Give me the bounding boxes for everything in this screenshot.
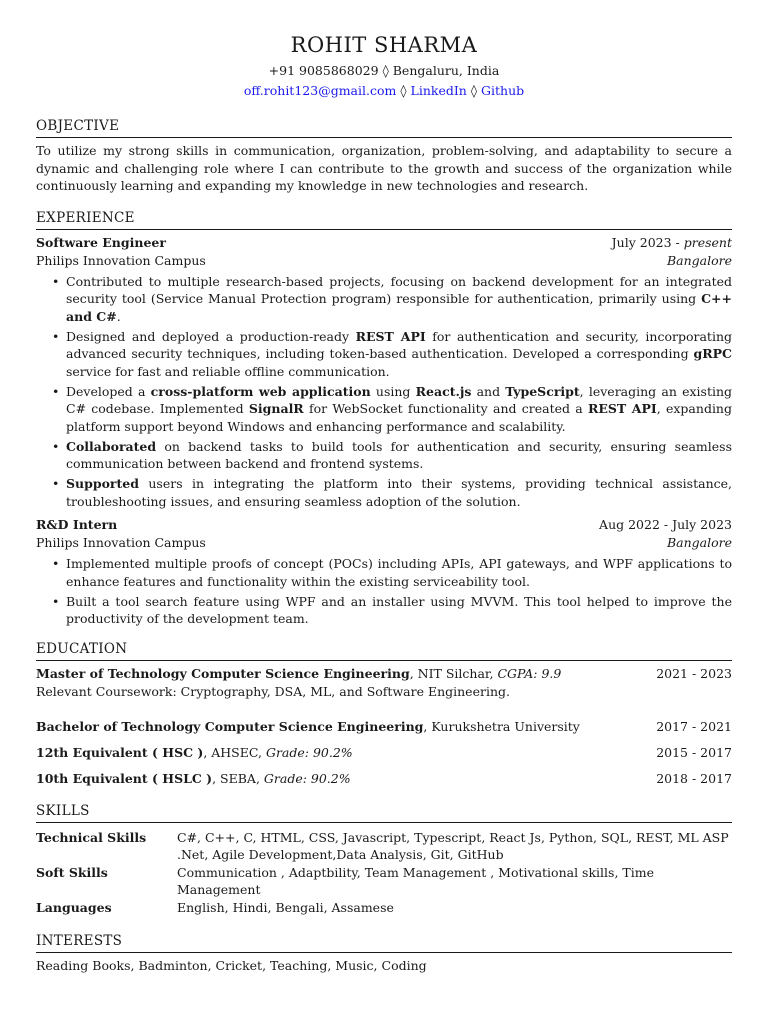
separator-diamond: ◊ [470, 83, 478, 98]
skills-value: Communication , Adaptbility, Team Management , Motivational skills, Time Management [177, 864, 654, 897]
education-detail [36, 665, 561, 683]
phone-number: +91 9085868029 [268, 63, 379, 78]
job-location: Bangalore [666, 535, 732, 550]
education-dates: 2017 - 2021 [656, 718, 732, 734]
bullet-text: Contributed to multiple research-based projects, focusing on backend development for an integrated security tool (Service Manual Protection program) responsible for authentication, primarily using [66, 273, 732, 306]
job-location: Bangalore [666, 252, 732, 268]
skills-row [36, 899, 732, 917]
bullet-text: , leveraging an existing C# codebase. Implemented [66, 383, 733, 416]
education-dates: 2021 - 2023 [656, 665, 732, 681]
bullet-text: Designed and deployed a production-ready [66, 328, 356, 344]
grade-text: Grade: 90.2% [265, 744, 353, 760]
education-detail [36, 744, 353, 762]
github-link[interactable]: Github [481, 83, 525, 98]
bullet-text: Developed a [66, 383, 151, 399]
job-dates [612, 234, 732, 252]
bullet-item [66, 555, 732, 590]
job-role: R&D Intern [36, 517, 118, 532]
bullet-item [66, 273, 732, 326]
bold-keyword: React.js [415, 383, 472, 399]
interests-text: Reading Books, Badminton, Cricket, Teaching, Music, Coding [36, 958, 427, 973]
bullet-text: Built a tool search feature using WPF and an installer using MVVM. This tool helped to improve the productivity of the development team. [66, 593, 732, 626]
education-heading: EDUCATION [36, 640, 732, 661]
separator-diamond: ◊ [382, 63, 389, 78]
job-bullets [36, 273, 732, 511]
bullet-item [66, 383, 732, 436]
education-entry [36, 744, 732, 762]
bullet-text: service for fast and reliable offline communication. [66, 363, 390, 379]
education-section [36, 640, 732, 788]
degree-name: 12th Equivalent ( HSC ) [36, 744, 204, 760]
bold-keyword: Collaborated [66, 438, 157, 454]
experience-heading: EXPERIENCE [36, 209, 732, 230]
skills-heading: SKILLS [36, 802, 732, 823]
skills-label: Languages [36, 899, 112, 915]
bullet-text: for WebSocket functionality and created a [303, 401, 588, 416]
job-company-row [36, 534, 732, 552]
resume-page [36, 0, 732, 975]
education-dates: 2018 - 2017 [656, 770, 732, 786]
skills-row [36, 864, 732, 899]
skills-label: Technical Skills [36, 829, 147, 845]
bullet-item [66, 475, 732, 510]
objective-section [36, 117, 732, 195]
degree-name: 10th Equivalent ( HSLC ) [36, 770, 213, 786]
bullet-item [66, 438, 732, 473]
bold-keyword: TypeScript [505, 383, 580, 399]
bold-keyword: cross-platform web application [150, 383, 371, 399]
institution-name: , AHSEC, [203, 744, 266, 760]
bullet-text: Implemented multiple proofs of concept (POCs) including APIs, API gateways, and WPF applications to enhance features and functionality within the existing serviceability tool. [66, 556, 732, 589]
separator-diamond: ◊ [400, 83, 407, 98]
job-entry [36, 234, 732, 511]
job-header-row [36, 234, 732, 252]
skills-value: English, Hindi, Bengali, Assamese [177, 899, 394, 915]
grade-text: Grade: 90.2% [263, 770, 351, 786]
linkedin-link[interactable]: LinkedIn [410, 83, 467, 98]
skills-label: Soft Skills [36, 864, 108, 880]
bold-keyword: C++ and C# [66, 291, 732, 324]
degree-name: Bachelor of Technology Computer Science Engineering [36, 718, 424, 734]
job-company-row [36, 252, 732, 270]
education-detail [36, 718, 580, 736]
education-entry [36, 770, 732, 788]
job-company: Philips Innovation Campus [36, 535, 206, 550]
interests-section [36, 932, 732, 975]
location-text: Bengaluru, India [392, 63, 500, 78]
email-link[interactable]: off.rohit123@gmail.com [243, 83, 397, 98]
job-date-start: July 2023 - [611, 234, 684, 250]
bullet-text: , expanding platform support beyond Windows and enhancing performance and scalability. [66, 401, 732, 434]
bullet-text: on backend tasks to build tools for authentication and security, ensuring seamless communication between backend and frontend systems. [66, 438, 732, 471]
bullet-text: . [116, 308, 121, 324]
job-date-end: present [683, 234, 732, 250]
job-dates [599, 516, 732, 534]
grade-text: CGPA: 9.9 [497, 665, 562, 681]
education-detail [36, 770, 351, 788]
job-company: Philips Innovation Campus [36, 252, 206, 268]
bullet-text: using [370, 383, 416, 399]
bold-keyword: gRPC [693, 346, 732, 361]
job-role: Software Engineer [36, 234, 166, 250]
education-entry [36, 665, 732, 683]
candidate-name: ROHIT SHARMA [290, 33, 478, 57]
bullet-item [66, 328, 732, 381]
education-dates: 2015 - 2017 [656, 744, 732, 760]
job-entry [36, 516, 732, 628]
education-entry [36, 718, 732, 736]
institution-name: , NIT Silchar, [409, 665, 498, 681]
coursework-row [36, 683, 732, 701]
degree-name: Master of Technology Computer Science Engineering [36, 665, 410, 681]
interests-heading: INTERESTS [36, 932, 732, 953]
skills-value: C#, C++, C, HTML, CSS, Javascript, Typescript, React Js, Python, SQL, REST, ML ASP .Net, Agile Development,Data Analysis, Git, GitHub [177, 829, 729, 862]
skills-row [36, 829, 732, 864]
institution-name: , Kurukshetra University [423, 718, 580, 734]
job-date-start: Aug 2022 - July 2023 [599, 517, 732, 532]
bullet-text: for authentication and security, incorporating advanced security techniques, including token-based authentication. Developed a corresponding [66, 328, 732, 361]
contact-line-1 [36, 61, 732, 81]
coursework-text: Relevant Coursework: Cryptography, DSA, ML, and Software Engineering. [36, 683, 510, 699]
contact-info [36, 61, 732, 101]
skills-table [36, 827, 732, 917]
bold-keyword: REST API [355, 328, 426, 344]
contact-line-2 [36, 81, 732, 101]
bullet-text: users in integrating the platform into their systems, providing technical assistance, troubleshooting issues, and ensuring seamless adoption of the solution. [66, 476, 732, 509]
bullet-item [66, 593, 732, 628]
objective-heading: OBJECTIVE [36, 117, 732, 138]
experience-section [36, 209, 732, 628]
bold-keyword: SignalR [248, 401, 304, 416]
objective-text: To utilize my strong skills in communication, organization, problem-solving, and adaptability to secure a dynamic and challenging role where I can contribute to the growth and success of the organization while continuously learning and expanding my knowledge in new technologies and research. [36, 143, 732, 193]
bullet-text: and [471, 383, 506, 399]
bold-keyword: REST API [587, 401, 657, 416]
bold-keyword: Supported [66, 476, 139, 491]
skills-section [36, 802, 732, 917]
job-header-row [36, 516, 732, 534]
job-bullets [36, 555, 732, 628]
institution-name: , SEBA, [212, 770, 264, 786]
